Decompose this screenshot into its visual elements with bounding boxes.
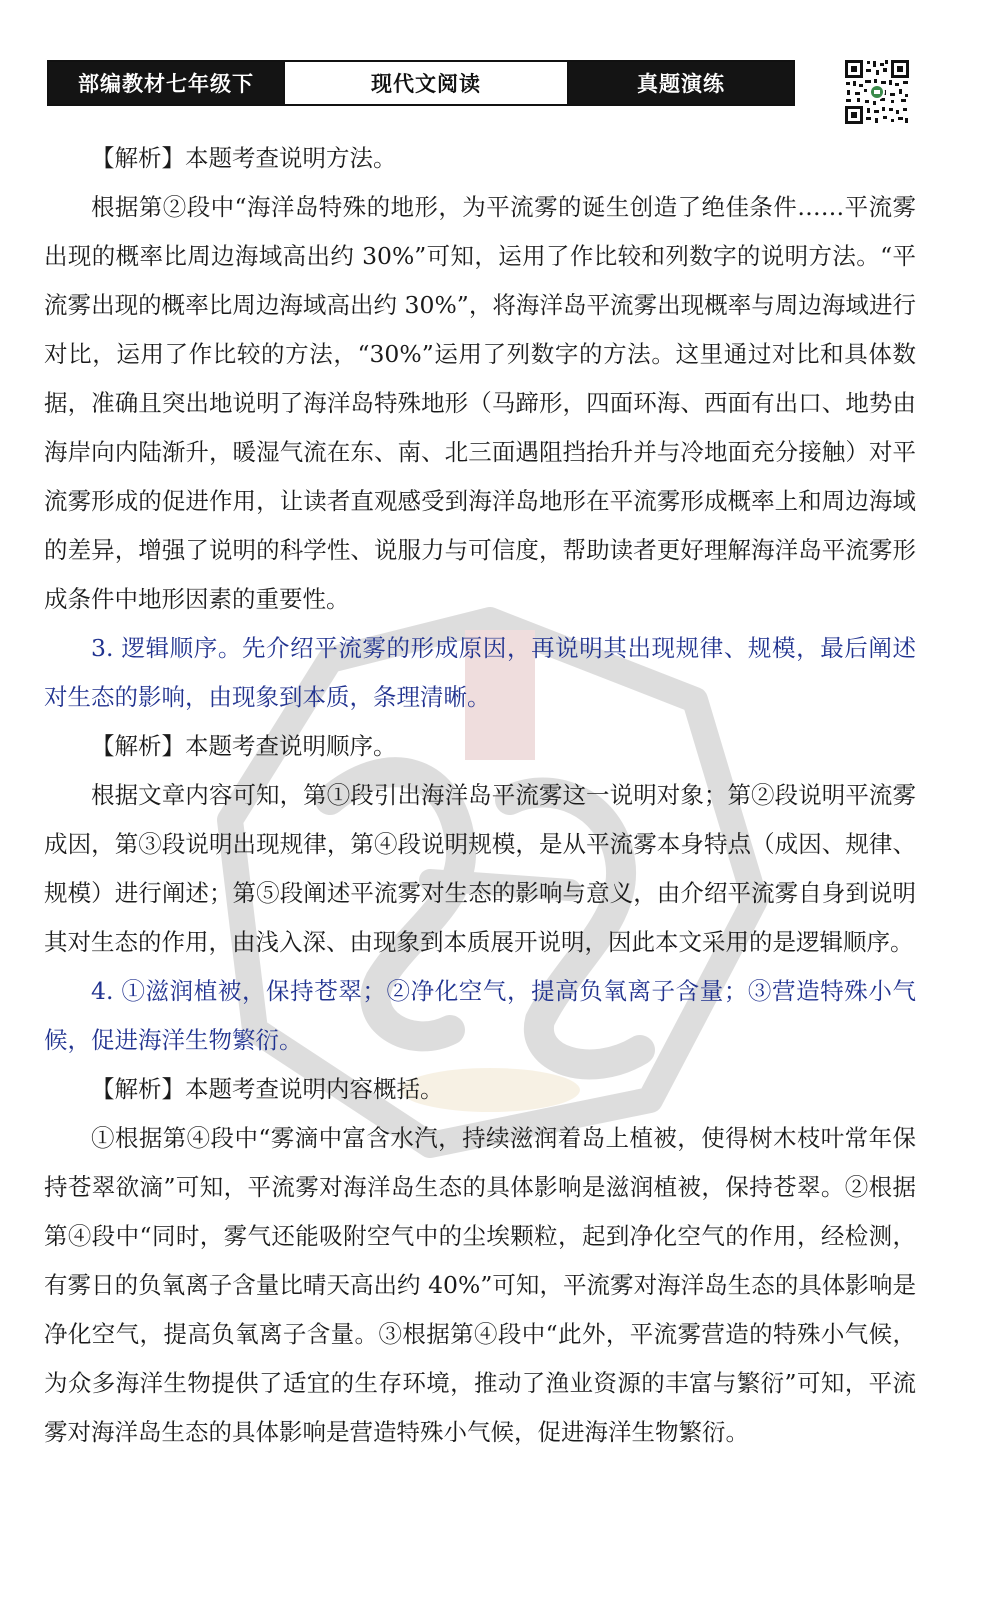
paragraph: 【解析】本题考查说明方法。 <box>91 144 397 172</box>
paragraph: 根据第②段中“海洋岛特殊的地形，为平流雾的诞生创造了绝佳条件……平流雾出现的概率比周边海域高出约 30%”可知，运用了作比较和列数字的说明方法。“平流雾出现的概率比周边海域高出约 30%”，将海洋岛平流雾出现概率与周边海域进行对比，运用了作比较的方法，“30%”运用了列数字的方法。这里通过对比和具体数据，准确且突出地说明了海洋岛特殊地形（马蹄形，四面环海、西面有出口、地势由海岸向内陆渐升，暖湿气流在东、南、北三面遇阻挡抬升并与冷地面充分接触）对平流雾形成的促进作用，让读者直观感受到海洋岛地形在平流雾形成概率上和周边海域的差异，增强了说明的科学性、说服力与可信度，帮助读者更好理解海洋岛平流雾形成条件中地形因素的重要性。 <box>44 193 916 613</box>
qr-code-icon <box>843 58 911 126</box>
paragraph: 根据文章内容可知，第①段引出海洋岛平流雾这一说明对象；第②段说明平流雾成因，第③段说明出现规律，第④段说明规模，是从平流雾本身特点（成因、规律、规模）进行阐述；第⑤段阐述平流雾对生态的影响与意义，由介绍平流雾自身到说明其对生态的作用，由浅入深、由现象到本质展开说明，因此本文采用的是逻辑顺序。 <box>44 781 916 956</box>
paragraph: ①根据第④段中“雾滴中富含水汽，持续滋润着岛上植被，使得树木枝叶常年保持苍翠欲滴”可知，平流雾对海洋岛生态的具体影响是滋润植被，保持苍翠。②根据第④段中“同时，雾气还能吸附空气中的尘埃颗粒，起到净化空气的作用，经检测，有雾日的负氧离子含量比晴天高出约 40%”可知，平流雾对海洋岛生态的具体影响是净化空气，提高负氧离子含量。③根据第④段中“此外，平流雾营造的特殊小气候，为众多海洋生物提供了适宜的生存环境，推动了渔业资源的丰富与繁衍”可知，平流雾对海洋岛生态的具体影响是营造特殊小气候，促进海洋生物繁衍。 <box>44 1124 916 1446</box>
paragraph: 4. ①滋润植被，保持苍翠；②净化空气，提高负氧离子含量；③营造特殊小气候，促进海洋生物繁衍。 <box>44 977 916 1054</box>
article-body <box>44 134 916 1457</box>
header-subject: 现代文阅读 <box>283 62 569 104</box>
header-bar <box>47 60 795 106</box>
paragraph: 3. 逻辑顺序。先介绍平流雾的形成原因，再说明其出现规律、规模，最后阐述对生态的影响，由现象到本质，条理清晰。 <box>44 634 916 711</box>
paragraph: 【解析】本题考查说明内容概括。 <box>91 1075 444 1103</box>
header-section: 真题演练 <box>569 62 793 104</box>
paragraph: 【解析】本题考查说明顺序。 <box>91 732 397 760</box>
header-grade: 部编教材七年级下 <box>49 62 283 104</box>
